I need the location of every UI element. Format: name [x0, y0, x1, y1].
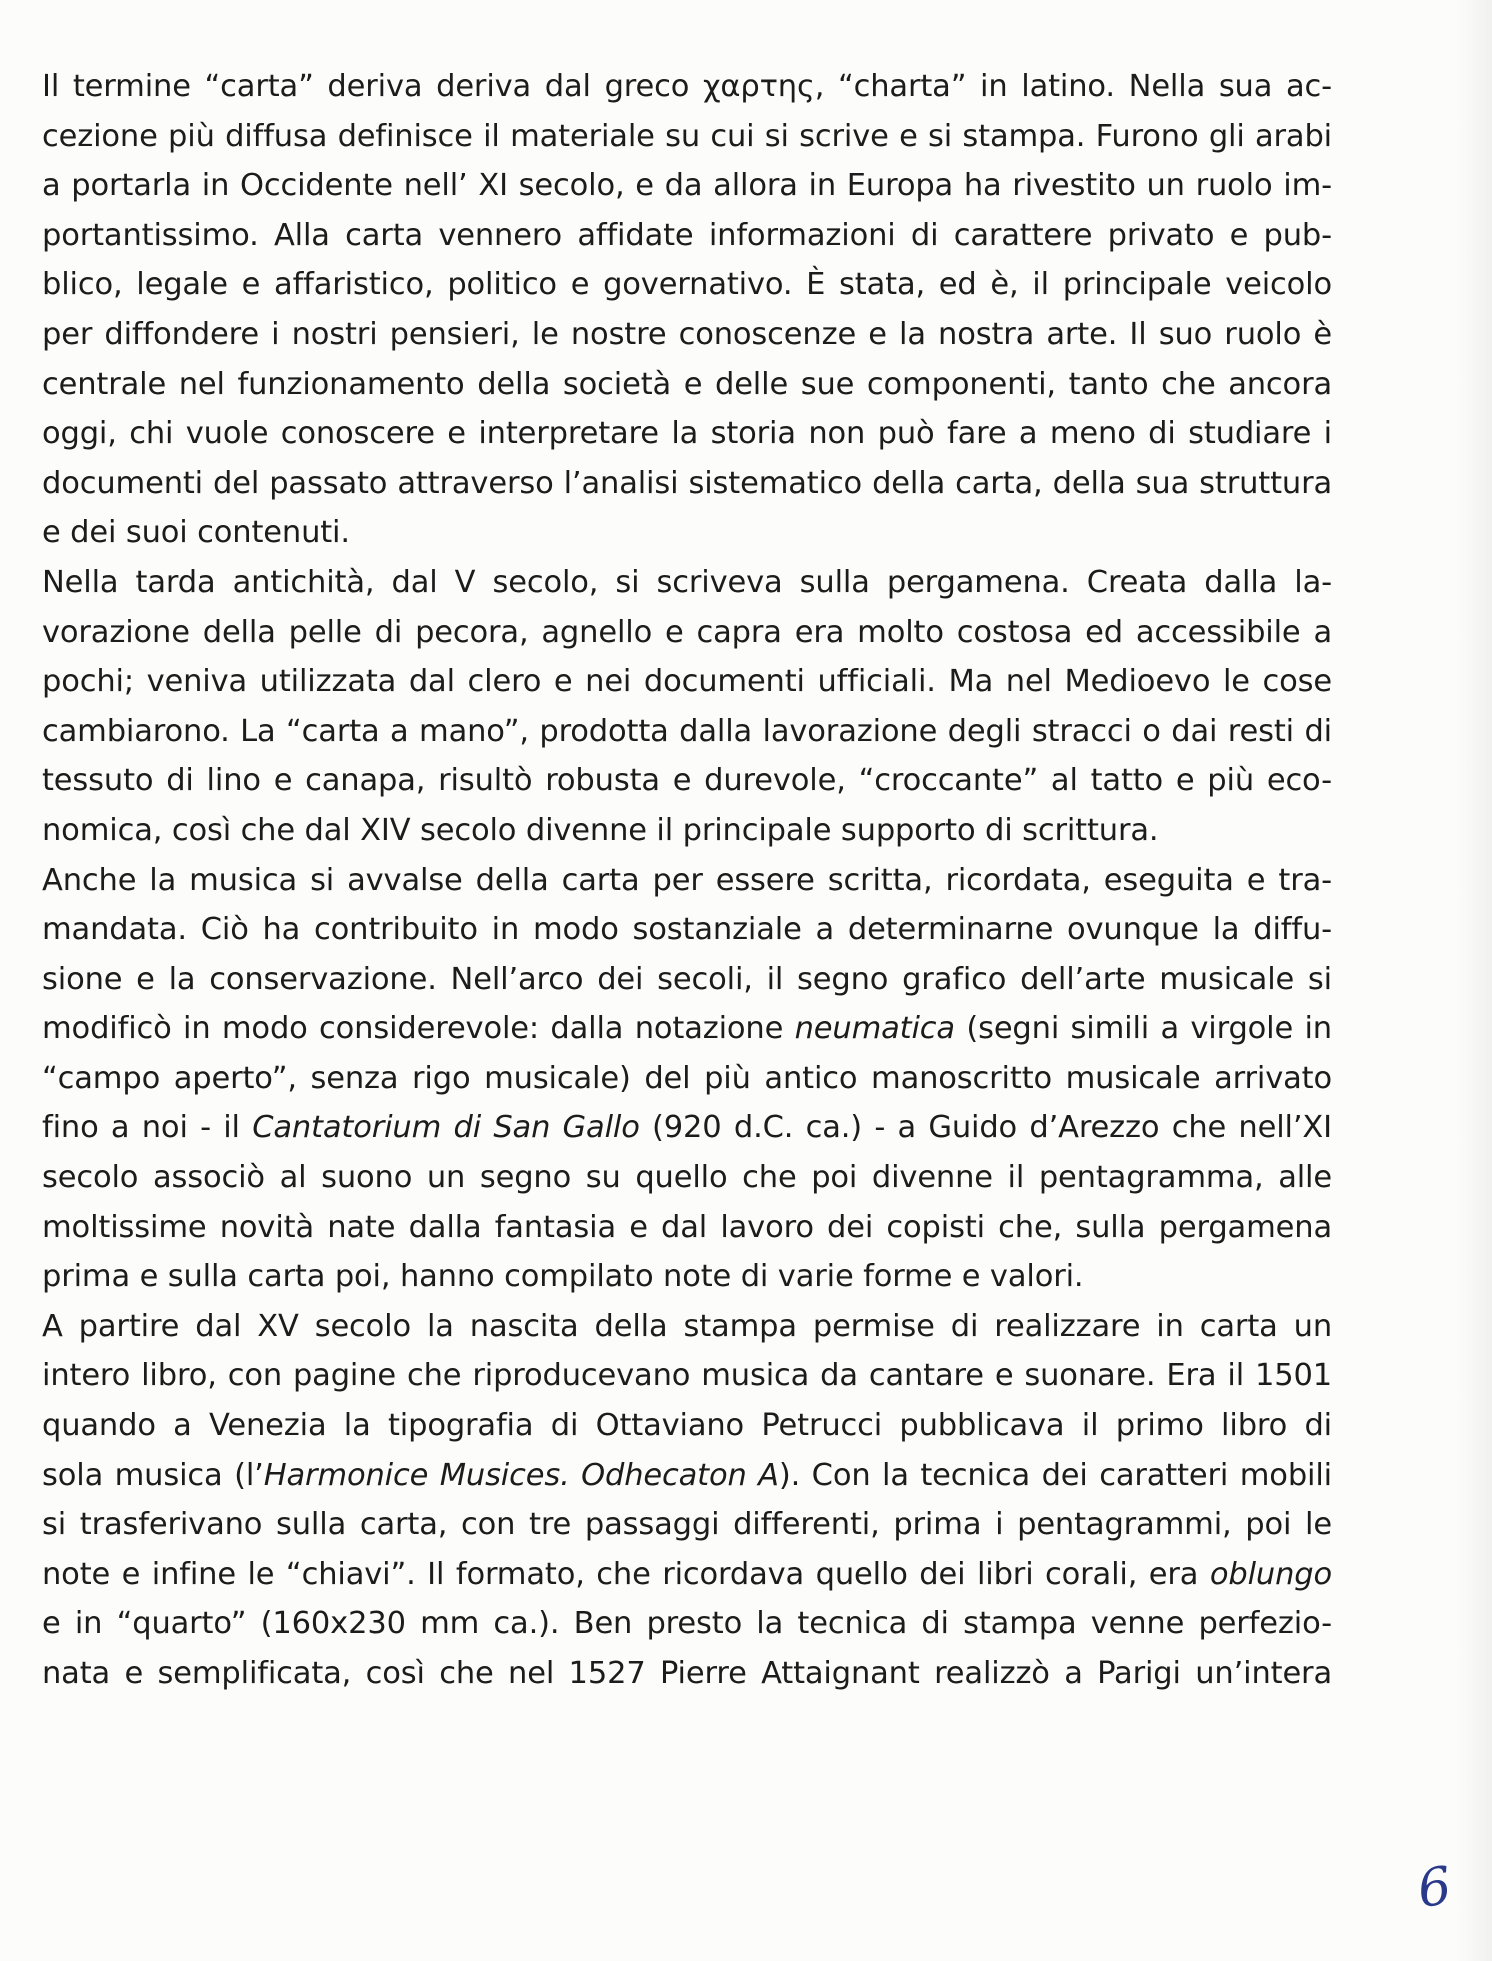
- text-line: prima e sulla carta poi, hanno compilato note di varie forme e valori.: [42, 1259, 1084, 1295]
- text-line: si trasferivano sulla carta, con tre passaggi differenti, prima i pentagrammi, poi le: [42, 1507, 1332, 1543]
- text-line: Anche la musica si avvalse della carta per essere scritta, ricordata, eseguita e tra-: [42, 862, 1332, 898]
- text-line: portantissimo. Alla carta vennero affidate informazioni di carattere privato e pub-: [42, 217, 1332, 253]
- text-line: centrale nel funzionamento della società e delle sue componenti, tanto che ancora: [42, 366, 1332, 402]
- paragraph: [42, 558, 1332, 856]
- text-line: e dei suoi contenuti.: [42, 515, 350, 551]
- text-line: fino a noi - il Cantatorium di San Gallo (920 d.C. ca.) - a Guido d’Arezzo che nell’XI: [42, 1110, 1333, 1146]
- text-line: mandata. Ciò ha contribuito in modo sostanziale a determinarne ovunque la diffu-: [42, 912, 1332, 948]
- paragraph: [42, 856, 1332, 1302]
- text-line: A partire dal XV secolo la nascita della stampa permise di realizzare in carta un: [42, 1308, 1332, 1344]
- text-line: note e infine le “chiavi”. Il formato, che ricordava quello dei libri corali, era oblungo: [42, 1556, 1332, 1592]
- text-line: Il termine “carta” deriva deriva dal greco χαρτης, “charta” in latino. Nella sua ac-: [42, 69, 1332, 104]
- text-line: pochi; veniva utilizzata dal clero e nei documenti ufficiali. Ma nel Medioevo le cose: [42, 664, 1332, 700]
- text-line: intero libro, con pagine che riproducevano musica da cantare e suonare. Era il 1501: [42, 1358, 1332, 1394]
- text-line: sola musica (l’Harmonice Musices. Odhecaton A). Con la tecnica dei caratteri mobili: [42, 1457, 1333, 1493]
- text-line: cambiarono. La “carta a mano”, prodotta dalla lavorazione degli stracci o dai resti di: [42, 713, 1332, 749]
- text-line: documenti del passato attraverso l’analisi sistematico della carta, della sua struttura: [42, 465, 1332, 501]
- text-line: vorazione della pelle di pecora, agnello e capra era molto costosa ed accessibile a: [42, 614, 1332, 650]
- text-line: blico, legale e affaristico, politico e governativo. È stata, ed è, il principale veicolo: [42, 267, 1332, 303]
- italic-text: Harmonice Musices. Odhecaton A: [263, 1457, 779, 1493]
- paragraph: [42, 1302, 1332, 1699]
- text-line: quando a Venezia la tipografia di Ottaviano Petrucci pubblicava il primo libro di: [42, 1408, 1332, 1444]
- text-line: nomica, così che dal XIV secolo divenne il principale supporto di scrittura.: [42, 812, 1159, 848]
- page-number: 6: [1413, 1855, 1456, 1921]
- text-line: cezione più diffusa definisce il materiale su cui si scrive e si stampa. Furono gli arabi: [42, 118, 1332, 154]
- paragraph: [42, 62, 1332, 558]
- text-line: Nella tarda antichità, dal V secolo, si scriveva sulla pergamena. Creata dalla la-: [42, 564, 1332, 600]
- italic-text: neumatica: [794, 1011, 955, 1047]
- text-line: secolo associò al suono un segno su quello che poi divenne il pentagramma, alle: [42, 1160, 1332, 1196]
- text-line: oggi, chi vuole conoscere e interpretare la storia non può fare a meno di studiare i: [42, 416, 1332, 452]
- text-line: sione e la conservazione. Nell’arco dei secoli, il segno grafico dell’arte musicale si: [42, 961, 1332, 997]
- text-line: tessuto di lino e canapa, risultò robusta e durevole, “croccante” al tatto e più eco-: [42, 763, 1332, 799]
- italic-text: oblungo: [1209, 1556, 1332, 1592]
- body-text: [42, 62, 1332, 1699]
- text-line: moltissime novità nate dalla fantasia e dal lavoro dei copisti che, sulla pergamena: [42, 1209, 1332, 1245]
- text-line: a portarla in Occidente nell’ XI secolo, e da allora in Europa ha rivestito un ruolo im-: [42, 168, 1332, 204]
- text-line: per diffondere i nostri pensieri, le nostre conoscenze e la nostra arte. Il suo ruolo è: [42, 316, 1332, 352]
- text-line: e in “quarto” (160x230 mm ca.). Ben presto la tecnica di stampa venne perfezio-: [42, 1606, 1332, 1642]
- text-line: nata e semplificata, così che nel 1527 Pierre Attaignant realizzò a Parigi un’intera: [42, 1656, 1332, 1691]
- show-through-edge: [1456, 0, 1492, 1961]
- italic-text: Cantatorium di San Gallo: [252, 1110, 640, 1146]
- text-line: modificò in modo considerevole: dalla notazione neumatica (segni simili a virgole in: [42, 1011, 1332, 1047]
- text-line: “campo aperto”, senza rigo musicale) del più antico manoscritto musicale arrivato: [42, 1060, 1332, 1096]
